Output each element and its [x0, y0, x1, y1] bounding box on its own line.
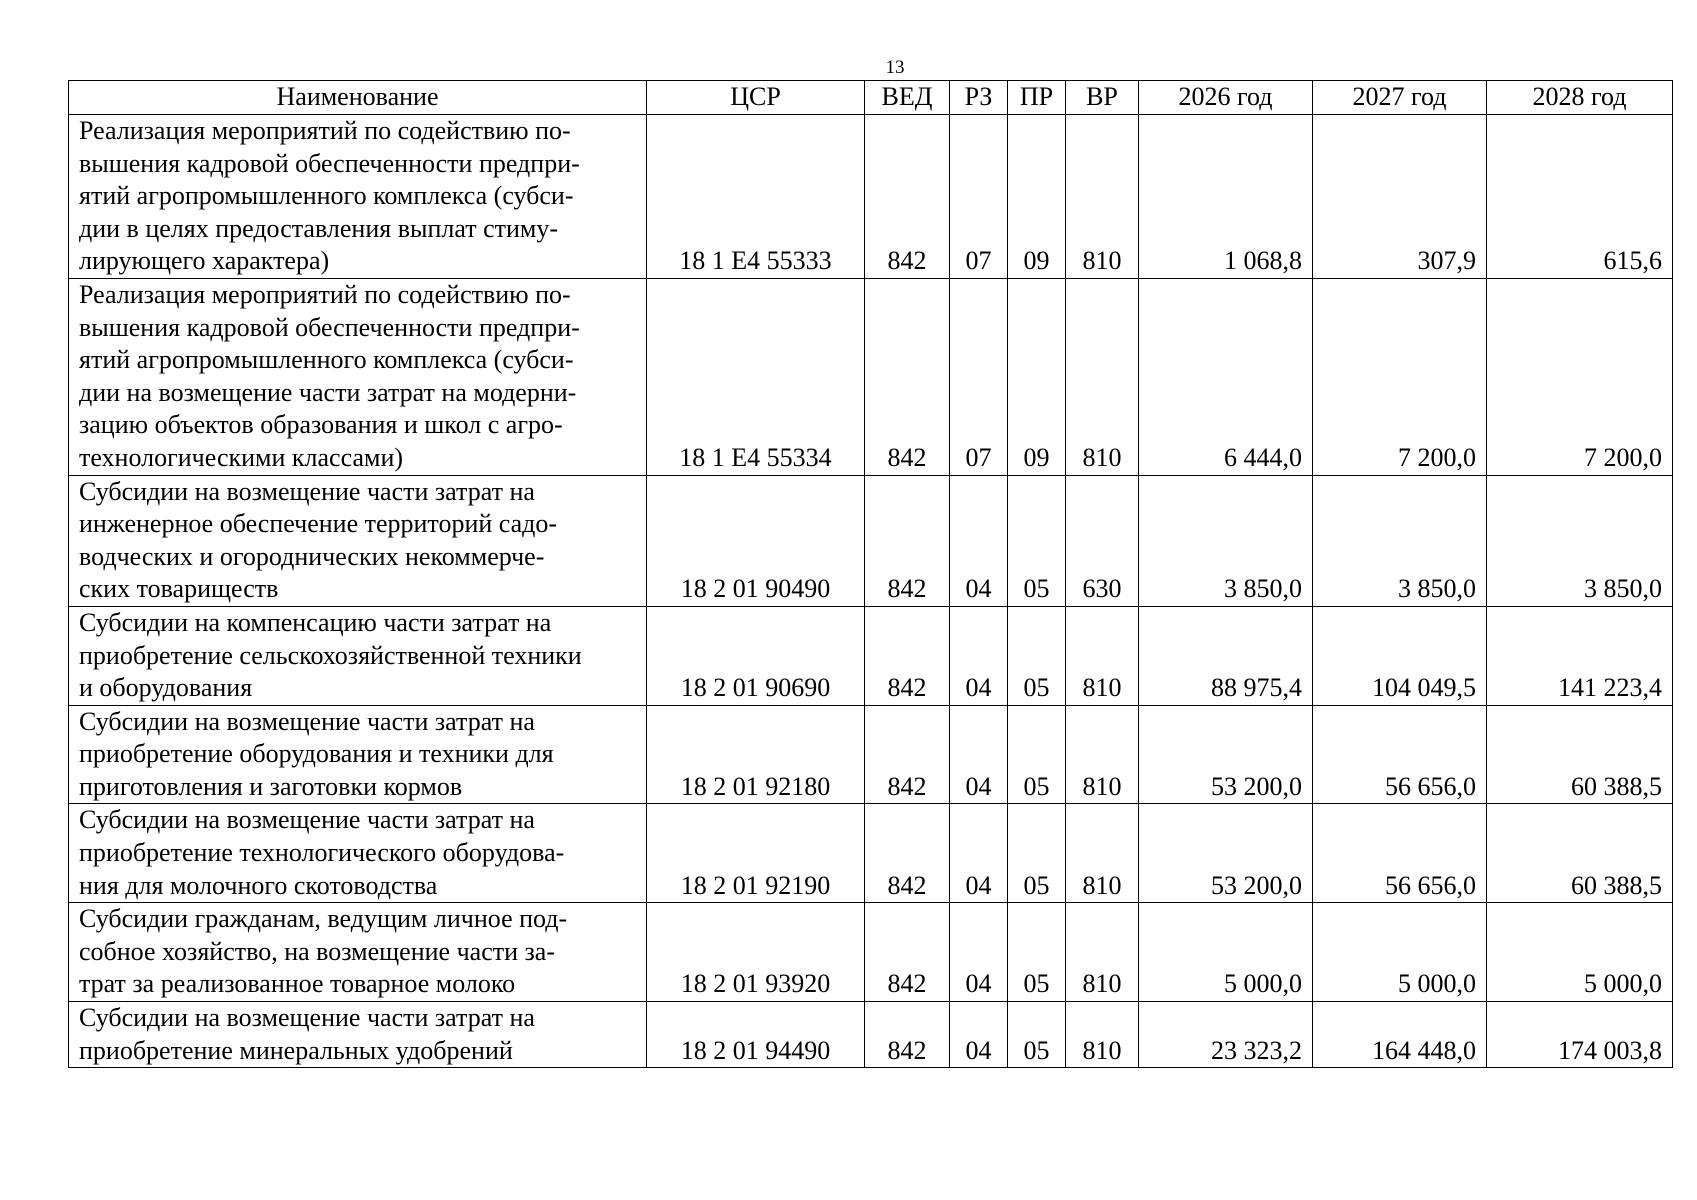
table-row [69, 903, 1673, 1002]
row-vr: 630 [1066, 475, 1139, 606]
row-name: Реализация мероприятий по содействию по- вышения кадровой обеспеченности предпри- ятий агропромышленного комплекса (субси- дии на возмещение части затрат на модерни- зацию объектов образования и школ с агро- технологическими классами) [69, 278, 647, 475]
row-csr: 18 1 Е4 55333 [647, 115, 865, 279]
row-ved: 842 [865, 804, 950, 903]
row-2028: 7 200,0 [1487, 278, 1673, 475]
row-name: Субсидии на возмещение части затрат на приобретение оборудования и техники для приготовления и заготовки кормов [69, 705, 647, 804]
row-2028: 60 388,5 [1487, 705, 1673, 804]
row-2026: 3 850,0 [1139, 475, 1313, 606]
row-pr: 05 [1008, 903, 1066, 1002]
row-vr: 810 [1066, 705, 1139, 804]
row-2028: 174 003,8 [1487, 1002, 1673, 1068]
header-pr: ПР [1008, 81, 1066, 115]
row-ved: 842 [865, 278, 950, 475]
table-row [69, 475, 1673, 606]
row-ved: 842 [865, 606, 950, 705]
row-2027: 104 049,5 [1313, 606, 1487, 705]
row-pr: 05 [1008, 804, 1066, 903]
row-2027: 7 200,0 [1313, 278, 1487, 475]
row-rz: 04 [950, 903, 1008, 1002]
row-ved: 842 [865, 115, 950, 279]
row-pr: 05 [1008, 705, 1066, 804]
row-2027: 5 000,0 [1313, 903, 1487, 1002]
row-2028: 3 850,0 [1487, 475, 1673, 606]
row-rz: 07 [950, 115, 1008, 279]
row-pr: 09 [1008, 115, 1066, 279]
row-2027: 3 850,0 [1313, 475, 1487, 606]
row-ved: 842 [865, 475, 950, 606]
row-2028: 60 388,5 [1487, 804, 1673, 903]
row-csr: 18 2 01 90490 [647, 475, 865, 606]
row-vr: 810 [1066, 115, 1139, 279]
row-2026: 53 200,0 [1139, 804, 1313, 903]
row-rz: 04 [950, 606, 1008, 705]
table-row [69, 1002, 1673, 1068]
row-name: Субсидии на компенсацию части затрат на приобретение сельскохозяйственной техники и оборудования [69, 606, 647, 705]
row-2026: 5 000,0 [1139, 903, 1313, 1002]
row-pr: 05 [1008, 475, 1066, 606]
row-csr: 18 2 01 90690 [647, 606, 865, 705]
row-vr: 810 [1066, 278, 1139, 475]
row-rz: 07 [950, 278, 1008, 475]
row-vr: 810 [1066, 606, 1139, 705]
row-csr: 18 2 01 92190 [647, 804, 865, 903]
row-2026: 53 200,0 [1139, 705, 1313, 804]
row-rz: 04 [950, 1002, 1008, 1068]
header-2027: 2027 год [1313, 81, 1487, 115]
table-header-row [69, 81, 1673, 115]
row-ved: 842 [865, 903, 950, 1002]
row-name: Субсидии на возмещение части затрат на инженерное обеспечение территорий садо- водческих и огороднических некоммерче- ских товариществ [69, 475, 647, 606]
table-row [69, 606, 1673, 705]
row-name: Реализация мероприятий по содействию по- вышения кадровой обеспеченности предпри- ятий агропромышленного комплекса (субси- дии в целях предоставления выплат стиму- лирующего характера) [69, 115, 647, 279]
row-2028: 141 223,4 [1487, 606, 1673, 705]
header-name: Наименование [69, 81, 647, 115]
row-name: Субсидии гражданам, ведущим личное под- собное хозяйство, на возмещение части за- трат за реализованное товарное молоко [69, 903, 647, 1002]
header-ved: ВЕД [865, 81, 950, 115]
row-rz: 04 [950, 804, 1008, 903]
table-row [69, 278, 1673, 475]
header-vr: ВР [1066, 81, 1139, 115]
row-name: Субсидии на возмещение части затрат на приобретение технологического оборудова- ния для молочного скотоводства [69, 804, 647, 903]
row-2026: 23 323,2 [1139, 1002, 1313, 1068]
row-rz: 04 [950, 475, 1008, 606]
row-csr: 18 2 01 93920 [647, 903, 865, 1002]
row-csr: 18 2 01 94490 [647, 1002, 865, 1068]
table-row [69, 115, 1673, 279]
table-row [69, 804, 1673, 903]
header-2028: 2028 год [1487, 81, 1673, 115]
row-pr: 09 [1008, 278, 1066, 475]
budget-table [68, 80, 1673, 1068]
row-2026: 1 068,8 [1139, 115, 1313, 279]
row-vr: 810 [1066, 804, 1139, 903]
row-pr: 05 [1008, 1002, 1066, 1068]
table-row [69, 705, 1673, 804]
header-csr: ЦСР [647, 81, 865, 115]
row-2027: 56 656,0 [1313, 804, 1487, 903]
header-2026: 2026 год [1139, 81, 1313, 115]
row-2028: 615,6 [1487, 115, 1673, 279]
row-ved: 842 [865, 705, 950, 804]
row-vr: 810 [1066, 1002, 1139, 1068]
header-rz: РЗ [950, 81, 1008, 115]
row-rz: 04 [950, 705, 1008, 804]
row-pr: 05 [1008, 606, 1066, 705]
row-name: Субсидии на возмещение части затрат на приобретение минеральных удобрений [69, 1002, 647, 1068]
row-ved: 842 [865, 1002, 950, 1068]
page-number: 13 [885, 57, 905, 78]
row-2027: 56 656,0 [1313, 705, 1487, 804]
row-2026: 88 975,4 [1139, 606, 1313, 705]
row-csr: 18 2 01 92180 [647, 705, 865, 804]
row-2028: 5 000,0 [1487, 903, 1673, 1002]
row-2027: 164 448,0 [1313, 1002, 1487, 1068]
row-2027: 307,9 [1313, 115, 1487, 279]
row-2026: 6 444,0 [1139, 278, 1313, 475]
row-csr: 18 1 Е4 55334 [647, 278, 865, 475]
row-vr: 810 [1066, 903, 1139, 1002]
